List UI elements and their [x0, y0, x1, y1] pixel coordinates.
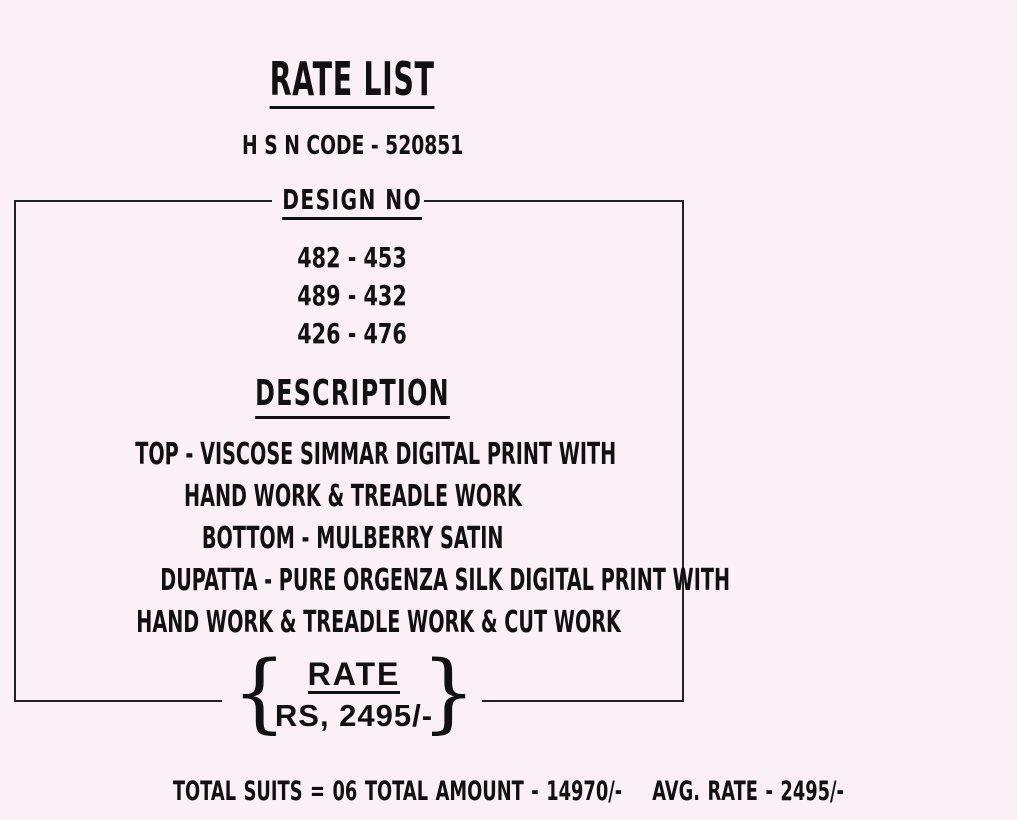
- description-line: [0, 521, 705, 556]
- description-line: [0, 563, 731, 598]
- rate-label: RATE: [307, 656, 401, 692]
- description-text: HAND WORK & TREADLE WORK & CUT WORK: [136, 605, 621, 640]
- hsn-code: H S N CODE - 520851: [241, 131, 464, 161]
- rate-block: [232, 643, 476, 743]
- right-brace-icon: }: [421, 643, 476, 743]
- description-line: [0, 437, 705, 472]
- left-brace-icon: {: [232, 643, 287, 743]
- totals-summary: TOTAL SUITS = 06 TOTAL AMOUNT - 14970/- AVG. RATE - 2495/-: [172, 776, 844, 807]
- rate-list-title-row: [0, 52, 705, 109]
- design-number: 489 - 432: [297, 279, 408, 312]
- description-text: TOP - VISCOSE SIMMAR DIGITAL PRINT WITH: [135, 437, 617, 472]
- design-no-heading-row: [0, 183, 705, 220]
- description-line: [0, 605, 705, 640]
- design-number-row: [0, 317, 705, 350]
- description-line: [0, 479, 705, 514]
- design-number: 426 - 476: [297, 317, 408, 350]
- description-heading-row: [0, 373, 705, 419]
- design-no-heading: DESIGN NO: [283, 186, 423, 220]
- totals-footer-row: [0, 776, 844, 807]
- rate-value: RS, 2495/-: [274, 698, 434, 733]
- hsn-code-row: [0, 133, 705, 159]
- description-text: BOTTOM - MULBERRY SATIN: [201, 521, 504, 556]
- description-text: DUPATTA - PURE ORGENZA SILK DIGITAL PRINT WITH: [160, 563, 731, 598]
- description-text: HAND WORK & TREADLE WORK: [183, 479, 522, 514]
- page-title: RATE LIST: [270, 56, 435, 109]
- design-number: 482 - 453: [297, 241, 408, 274]
- design-number-row: [0, 279, 705, 312]
- description-heading: DESCRIPTION: [255, 376, 450, 419]
- design-number-row: [0, 241, 705, 274]
